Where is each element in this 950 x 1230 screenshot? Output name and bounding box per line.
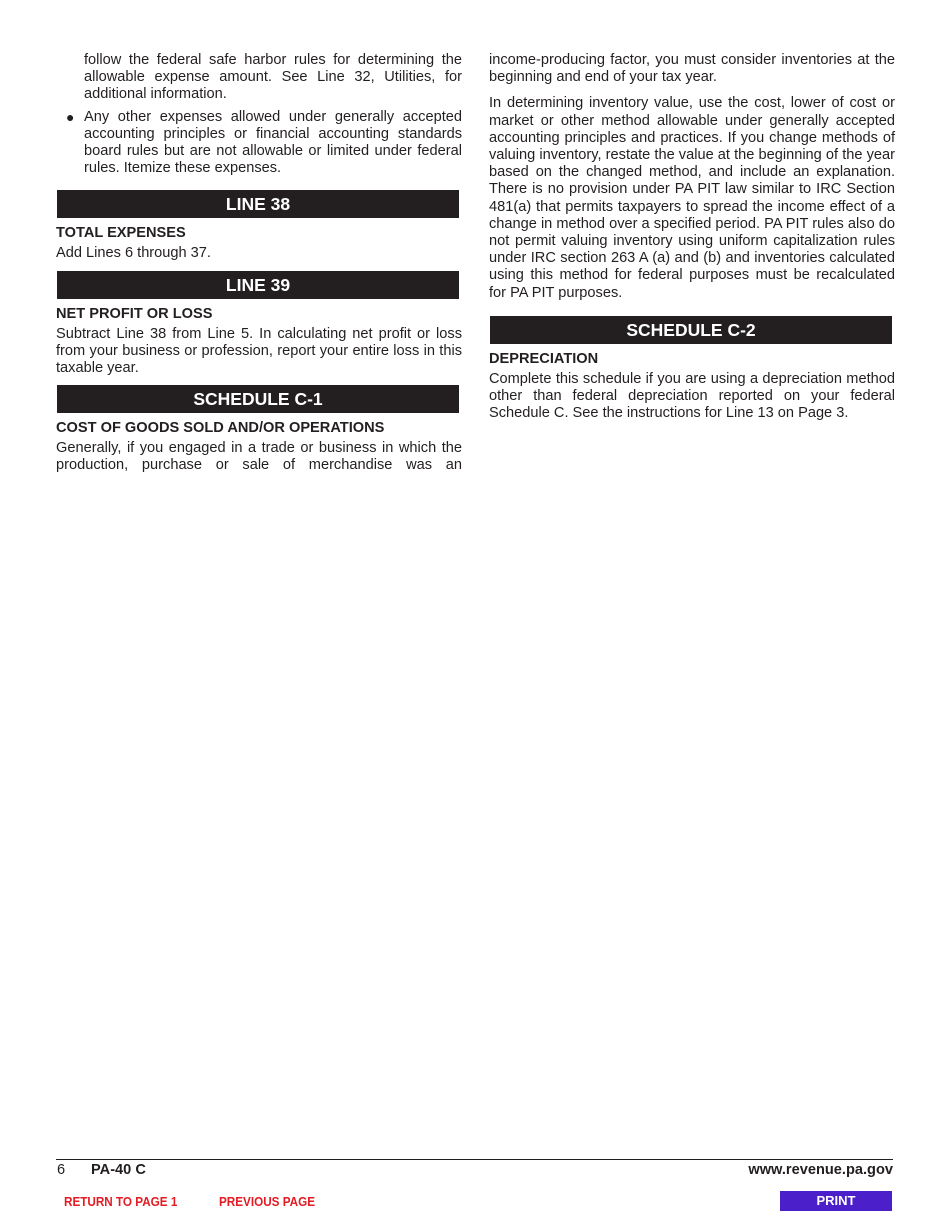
bullet-text: Any other expenses allowed under generally accepted accounting principles or financial accounting standards board rules but are not allowable or limited under federal rules. Itemize these expenses.: [84, 108, 462, 177]
line38-body: Add Lines 6 through 37.: [56, 245, 211, 262]
bullet-list: [56, 109, 462, 178]
schedule-c1-bar: SCHEDULE C-1: [57, 385, 459, 413]
schedule-c2-bar: SCHEDULE C-2: [490, 316, 892, 344]
schedule-c1-heading: COST OF GOODS SOLD AND/OR OPERATIONS: [56, 420, 385, 437]
page-number: 6: [57, 1162, 66, 1178]
line39-body: Subtract Line 38 from Line 5. In calculating net profit or loss from your business or profession, report your entire loss in this taxable year.: [56, 325, 462, 377]
inventory-paragraph: In determining inventory value, use the cost, lower of cost or market or other method allowable under generally accepted accounting principles and practices. If you change methods of valuing inventory, restate the value at the beginning of the year based on the changed method, and include an explanation. There is no provision under PA PIT law similar to IRC Section 481(a) that permits taxpayers to spread the income effect of a change in method over a specified period. PA PIT rules also do not permit valuing inventory using uniform capitalization rules under IRC section 263 A (a) and (b) and inventories calculated using this method for federal purposes must be recalculated for PA PIT purposes.: [489, 95, 895, 301]
print-button[interactable]: PRINT: [780, 1191, 892, 1211]
right-column: [489, 52, 895, 422]
footer-divider: [56, 1159, 893, 1160]
website-url: www.revenue.pa.gov: [748, 1162, 893, 1178]
return-to-page-1-link[interactable]: RETURN TO PAGE 1: [64, 1194, 178, 1209]
continuation-paragraph: income-producing factor, you must consider inventories at the beginning and end of your tax year.: [489, 52, 895, 86]
previous-page-link[interactable]: PREVIOUS PAGE: [219, 1194, 316, 1209]
schedule-c2-heading: DEPRECIATION: [489, 350, 599, 367]
intro-paragraph: follow the federal safe harbor rules for determining the allowable expense amount. See Line 32, Utilities, for additional information.: [84, 52, 462, 103]
left-column: [56, 52, 462, 475]
list-item: [56, 109, 462, 178]
form-id: PA-40 C: [91, 1162, 146, 1178]
schedule-c2-body: Complete this schedule if you are using a depreciation method other than federal depreciation reported on your federal Schedule C. See the instructions for Line 13 on Page 3.: [489, 370, 895, 422]
line39-bar: LINE 39: [57, 271, 459, 299]
bullet-icon: ●: [66, 108, 75, 125]
line38-bar: LINE 38: [57, 190, 459, 218]
line38-heading: TOTAL EXPENSES: [56, 225, 186, 242]
line39-heading: NET PROFIT OR LOSS: [56, 305, 213, 322]
schedule-c1-body: Generally, if you engaged in a trade or business in which the production, purchase or sale of merchandise was an: [56, 440, 462, 474]
